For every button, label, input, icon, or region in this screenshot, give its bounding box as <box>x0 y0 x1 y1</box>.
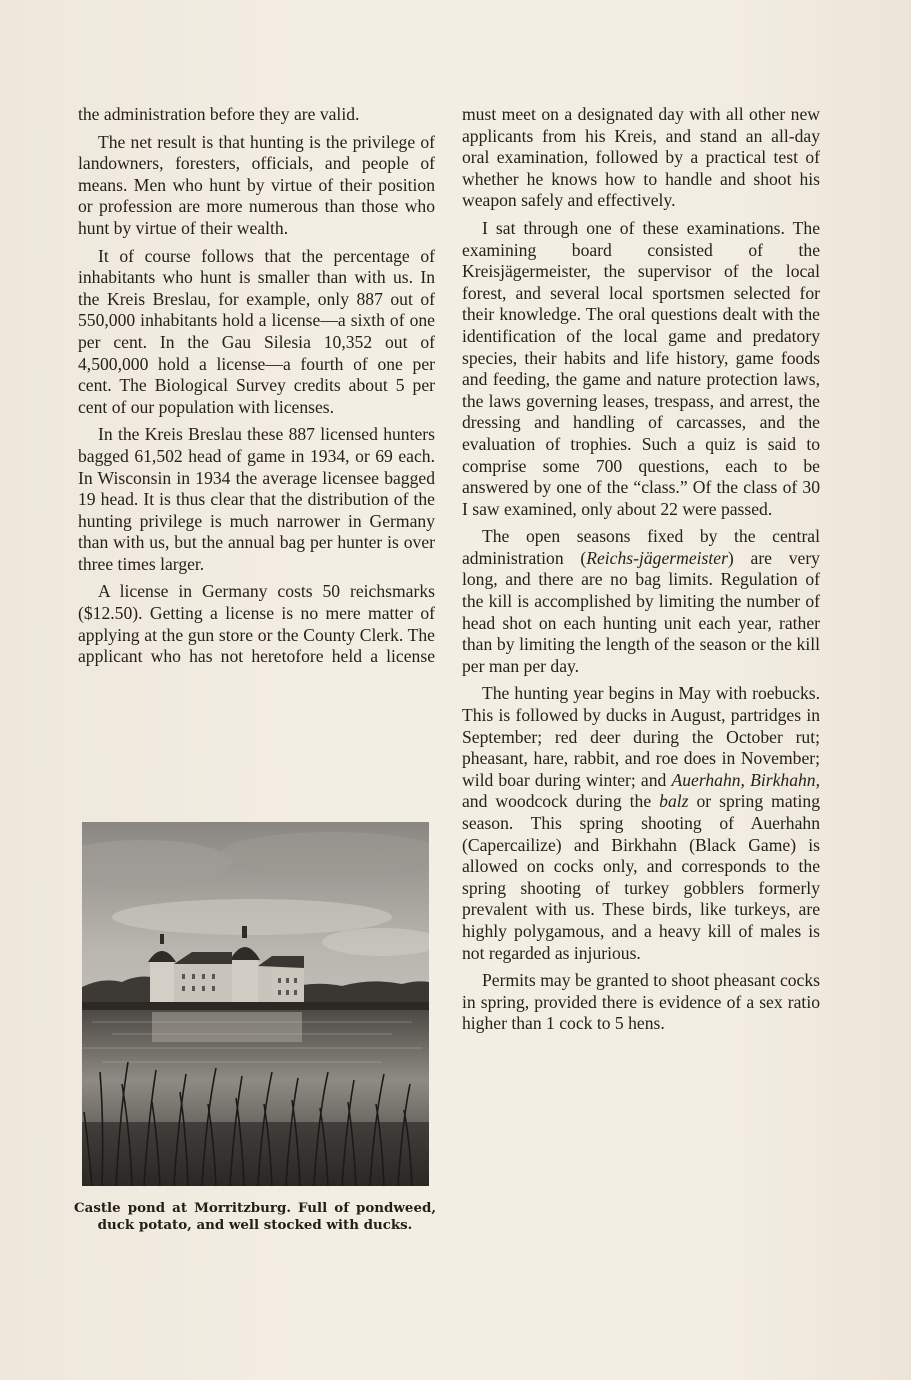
paragraph: I sat through one of these examinations. The examining board consisted of the Kreisjägermeister, the supervisor of the local forest, and several local sportsmen selected for their knowledge. The oral questions dealt with the identification of the local game and predatory species, their habits and life history, game foods and feeding, the game and nature protection laws, the laws governing leases, trespass, and arrest, the dressing and handling of carcasses, and the evaluation of trophies. Such a quiz is said to comprise some 700 questions, each to be answered by one of the “class.” Of the class of 30 I saw examined, only about 22 were passed. <box>462 217 820 519</box>
photo-caption: Castle pond at Morritzburg. Full of pondweed, duck potato, and well stocked with ducks. <box>74 1200 436 1233</box>
paragraph: A license in Germany costs 50 reichsmarks ($12.50). Getting a license is no mere matter of applying at the gun store or the County Clerk. The applicant who has not heretofore held a license <box>78 581 435 667</box>
paragraph <box>462 526 820 677</box>
paragraph: It of course follows that the percentage of inhabitants who hunt is smaller than with us. In the Kreis Breslau, for example, only 887 out of 550,000 inhabitants hold a license—a sixth of one per cent. In the Gau Silesia 10,352 out of 4,500,000 hold a license—a fourth of one per cent. The Biological Survey credits about 5 per cent of our population with licenses. <box>78 245 435 417</box>
left-text-column <box>78 104 435 674</box>
paragraph: The net result is that hunting is the privilege of landowners, foresters, officials, and people of means. Men who hunt by virtue of their position or profession are more numerous than those who hunt by virtue of their wealth. <box>78 131 435 238</box>
paragraph <box>462 683 820 964</box>
castle-pond-photo <box>82 822 429 1186</box>
text-run: and woodcock during the <box>462 791 660 812</box>
text-run: The open seasons fixed by the central administration ( <box>462 526 820 568</box>
paragraph: must meet on a designated day with all other new applicants from his Kreis, and stand an all-day oral examination, followed by a practical test of whether he knows how to handle and shoot his weapon safely and effectively. <box>462 104 820 211</box>
italic-term: balz <box>659 791 689 812</box>
right-text-column <box>462 104 820 1041</box>
text-run: The hunting year begins in May with roebucks. This is followed by ducks in August, partridges in September; red deer during the October rut; pheasant, hare, rabbit, and roe does in November; wild boar during winter; and <box>462 683 820 790</box>
text-run: ) are very long, and there are no bag limits. Regulation of the kill is accomplished by limiting the number of head shot on each hunting unit each year, rather than by limiting the length of the season or the kill per man per day. <box>462 547 820 676</box>
paragraph: Permits may be granted to shoot pheasant cocks in spring, provided there is evidence of a sex ratio higher than 1 cock to 5 hens. <box>462 970 820 1034</box>
text-run: or spring mating season. This spring shooting of Auerhahn (Capercailize) and Birkhahn (Black Game) is allowed on cocks only, and corresponds to the spring shooting of turkey gobblers formerly prevalent with us. These birds, like turkeys, are highly polygamous, and a heavy kill of males is not regarded as injurious. <box>462 791 821 963</box>
paragraph: the administration before they are valid. <box>78 104 360 124</box>
italic-term: Reichs-jägermeister <box>586 547 728 568</box>
paragraph: In the Kreis Breslau these 887 licensed hunters bagged 61,502 head of game in 1934, or 69 each. In Wisconsin in 1934 the average licensee bagged 19 head. It is thus clear that the distribution of the hunting privilege is much narrower in Germany than with us, but the annual bag per hunter is over three times larger. <box>78 424 435 574</box>
italic-term: Auerhahn, Birkhahn, <box>671 769 820 790</box>
